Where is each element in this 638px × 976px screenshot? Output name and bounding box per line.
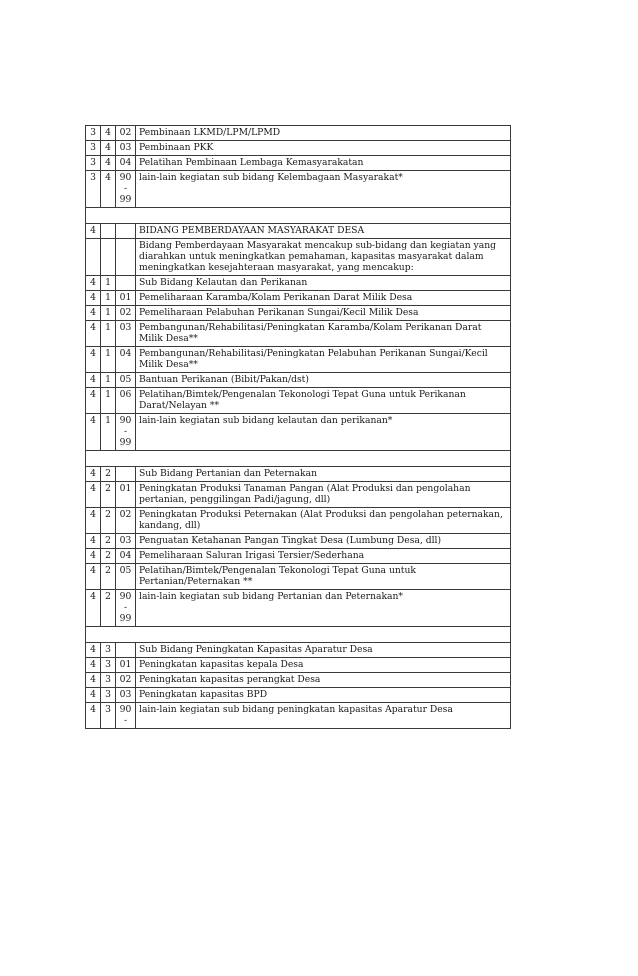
description-cell: Bantuan Perikanan (Bibit/Pakan/dst) xyxy=(136,373,511,388)
bidang-code-cell: 3 xyxy=(86,126,101,141)
description-cell: Peningkatan Produksi Peternakan (Alat Produksi dan pengolahan peternakan, kandang, dll) xyxy=(136,508,511,534)
table-row xyxy=(86,549,511,564)
description-cell: BIDANG PEMBERDAYAAN MASYARAKAT DESA xyxy=(136,224,511,239)
kegiatan-code-cell xyxy=(116,276,136,291)
table-row xyxy=(86,306,511,321)
description-cell: lain-lain kegiatan sub bidang kelautan dan perikanan* xyxy=(136,414,511,451)
sub-bidang-code-cell: 3 xyxy=(101,688,116,703)
sub-bidang-code-cell: 1 xyxy=(101,291,116,306)
description-cell: Sub Bidang Peningkatan Kapasitas Aparatur Desa xyxy=(136,643,511,658)
kegiatan-code-cell: 05 xyxy=(116,564,136,590)
sub-bidang-code-cell: 1 xyxy=(101,321,116,347)
bidang-code-cell: 4 xyxy=(86,673,101,688)
table-row xyxy=(86,321,511,347)
bidang-code-cell xyxy=(86,239,101,276)
table-row xyxy=(86,658,511,673)
bidang-code-cell: 3 xyxy=(86,141,101,156)
table-row xyxy=(86,643,511,658)
sub-bidang-code-cell: 3 xyxy=(101,643,116,658)
table-row xyxy=(86,482,511,508)
description-cell: Pemeliharaan Karamba/Kolam Perikanan Darat Milik Desa xyxy=(136,291,511,306)
sub-bidang-code-cell: 1 xyxy=(101,414,116,451)
table-row xyxy=(86,388,511,414)
table-row xyxy=(86,126,511,141)
kegiatan-code-cell: 04 xyxy=(116,549,136,564)
kegiatan-code-cell: 90 - 99 xyxy=(116,414,136,451)
sub-bidang-code-cell: 1 xyxy=(101,276,116,291)
kegiatan-code-cell xyxy=(116,224,136,239)
sub-bidang-code-cell xyxy=(101,224,116,239)
bidang-code-cell: 3 xyxy=(86,171,101,208)
kegiatan-code-cell: 02 xyxy=(116,508,136,534)
sub-bidang-code-cell: 2 xyxy=(101,549,116,564)
kegiatan-code-cell: 01 xyxy=(116,658,136,673)
table-row xyxy=(86,467,511,482)
description-cell: Penguatan Ketahanan Pangan Tingkat Desa (Lumbung Desa, dll) xyxy=(136,534,511,549)
description-cell: Peningkatan kapasitas kepala Desa xyxy=(136,658,511,673)
table-row xyxy=(86,414,511,451)
bidang-code-cell: 4 xyxy=(86,291,101,306)
bidang-code-cell: 4 xyxy=(86,373,101,388)
kegiatan-code-cell xyxy=(116,467,136,482)
description-cell: Pemeliharaan Saluran Irigasi Tersier/Sederhana xyxy=(136,549,511,564)
bidang-code-cell: 3 xyxy=(86,156,101,171)
description-cell: Pembangunan/Rehabilitasi/Peningkatan Karamba/Kolam Perikanan Darat Milik Desa** xyxy=(136,321,511,347)
sub-bidang-code-cell: 2 xyxy=(101,482,116,508)
description-cell: Pembinaan PKK xyxy=(136,141,511,156)
bidang-code-cell: 4 xyxy=(86,658,101,673)
bidang-code-cell: 4 xyxy=(86,482,101,508)
bidang-code-cell: 4 xyxy=(86,549,101,564)
description-cell: Pelatihan Pembinaan Lembaga Kemasyarakatan xyxy=(136,156,511,171)
table-body xyxy=(86,126,511,729)
table-row xyxy=(86,590,511,627)
description-cell: Pembinaan LKMD/LPM/LPMD xyxy=(136,126,511,141)
bidang-code-cell: 4 xyxy=(86,688,101,703)
sub-bidang-code-cell: 3 xyxy=(101,658,116,673)
table-row xyxy=(86,171,511,208)
table-row xyxy=(86,224,511,239)
kegiatan-code-cell: 03 xyxy=(116,688,136,703)
bidang-code-cell: 4 xyxy=(86,564,101,590)
activity-code-table xyxy=(85,125,511,729)
bidang-code-cell: 4 xyxy=(86,643,101,658)
table-row xyxy=(86,239,511,276)
description-cell: Pemeliharaan Pelabuhan Perikanan Sungai/Kecil Milik Desa xyxy=(136,306,511,321)
description-cell: lain-lain kegiatan sub bidang Pertanian dan Peternakan* xyxy=(136,590,511,627)
bidang-code-cell: 4 xyxy=(86,508,101,534)
kegiatan-code-cell xyxy=(116,643,136,658)
description-cell: Sub Bidang Kelautan dan Perikanan xyxy=(136,276,511,291)
sub-bidang-code-cell: 3 xyxy=(101,703,116,729)
kegiatan-code-cell: 05 xyxy=(116,373,136,388)
sub-bidang-code-cell: 4 xyxy=(101,171,116,208)
kegiatan-code-cell: 02 xyxy=(116,126,136,141)
table-row xyxy=(86,347,511,373)
sub-bidang-code-cell: 2 xyxy=(101,534,116,549)
bidang-code-cell: 4 xyxy=(86,224,101,239)
table-row xyxy=(86,276,511,291)
table-row xyxy=(86,564,511,590)
description-cell: Peningkatan Produksi Tanaman Pangan (Alat Produksi dan pengolahan pertanian, penggilingan Padi/jagung, dll) xyxy=(136,482,511,508)
sub-bidang-code-cell: 4 xyxy=(101,156,116,171)
kegiatan-code-cell: 02 xyxy=(116,673,136,688)
sub-bidang-code-cell: 1 xyxy=(101,373,116,388)
sub-bidang-code-cell: 2 xyxy=(101,467,116,482)
bidang-code-cell: 4 xyxy=(86,347,101,373)
description-cell: Bidang Pemberdayaan Masyarakat mencakup sub-bidang dan kegiatan yang diarahkan untuk meningkatkan pemahaman, kapasitas masyarakat dalam meningkatkan kesejahteraan masyarakat, yang mencakup: xyxy=(136,239,511,276)
table-row xyxy=(86,703,511,729)
table-spacer-row xyxy=(86,627,511,643)
sub-bidang-code-cell xyxy=(101,239,116,276)
table-row xyxy=(86,673,511,688)
spacer-cell xyxy=(86,208,511,224)
table-row xyxy=(86,688,511,703)
description-cell: Sub Bidang Pertanian dan Peternakan xyxy=(136,467,511,482)
kegiatan-code-cell: 04 xyxy=(116,156,136,171)
sub-bidang-code-cell: 1 xyxy=(101,347,116,373)
table-row xyxy=(86,508,511,534)
bidang-code-cell: 4 xyxy=(86,306,101,321)
spacer-cell xyxy=(86,627,511,643)
sub-bidang-code-cell: 4 xyxy=(101,141,116,156)
sub-bidang-code-cell: 1 xyxy=(101,388,116,414)
kegiatan-code-cell: 90 - 99 xyxy=(116,171,136,208)
kegiatan-code-cell: 01 xyxy=(116,291,136,306)
kegiatan-code-cell: 03 xyxy=(116,141,136,156)
bidang-code-cell: 4 xyxy=(86,467,101,482)
table-spacer-row xyxy=(86,451,511,467)
bidang-code-cell: 4 xyxy=(86,414,101,451)
description-cell: Pelatihan/Bimtek/Pengenalan Tekonologi Tepat Guna untuk Perikanan Darat/Nelayan ** xyxy=(136,388,511,414)
kegiatan-code-cell: 90 - 99 xyxy=(116,590,136,627)
spacer-cell xyxy=(86,451,511,467)
description-cell: Pelatihan/Bimtek/Pengenalan Tekonologi Tepat Guna untuk Pertanian/Peternakan ** xyxy=(136,564,511,590)
description-cell: Peningkatan kapasitas BPD xyxy=(136,688,511,703)
sub-bidang-code-cell: 2 xyxy=(101,564,116,590)
kegiatan-code-cell: 04 xyxy=(116,347,136,373)
kegiatan-code-cell: 03 xyxy=(116,321,136,347)
sub-bidang-code-cell: 3 xyxy=(101,673,116,688)
bidang-code-cell: 4 xyxy=(86,388,101,414)
kegiatan-code-cell: 02 xyxy=(116,306,136,321)
table-row xyxy=(86,156,511,171)
description-cell: Pembangunan/Rehabilitasi/Peningkatan Pelabuhan Perikanan Sungai/Kecil Milik Desa** xyxy=(136,347,511,373)
sub-bidang-code-cell: 1 xyxy=(101,306,116,321)
kegiatan-code-cell: 06 xyxy=(116,388,136,414)
table-row xyxy=(86,373,511,388)
bidang-code-cell: 4 xyxy=(86,534,101,549)
sub-bidang-code-cell: 4 xyxy=(101,126,116,141)
bidang-code-cell: 4 xyxy=(86,703,101,729)
sub-bidang-code-cell: 2 xyxy=(101,590,116,627)
bidang-code-cell: 4 xyxy=(86,276,101,291)
kegiatan-code-cell xyxy=(116,239,136,276)
table-row xyxy=(86,141,511,156)
bidang-code-cell: 4 xyxy=(86,590,101,627)
sub-bidang-code-cell: 2 xyxy=(101,508,116,534)
bidang-code-cell: 4 xyxy=(86,321,101,347)
table-row xyxy=(86,534,511,549)
kegiatan-code-cell: 90 - xyxy=(116,703,136,729)
description-cell: Peningkatan kapasitas perangkat Desa xyxy=(136,673,511,688)
kegiatan-code-cell: 03 xyxy=(116,534,136,549)
description-cell: lain-lain kegiatan sub bidang Kelembagaan Masyarakat* xyxy=(136,171,511,208)
kegiatan-code-cell: 01 xyxy=(116,482,136,508)
description-cell: lain-lain kegiatan sub bidang peningkatan kapasitas Aparatur Desa xyxy=(136,703,511,729)
table-spacer-row xyxy=(86,208,511,224)
table-row xyxy=(86,291,511,306)
